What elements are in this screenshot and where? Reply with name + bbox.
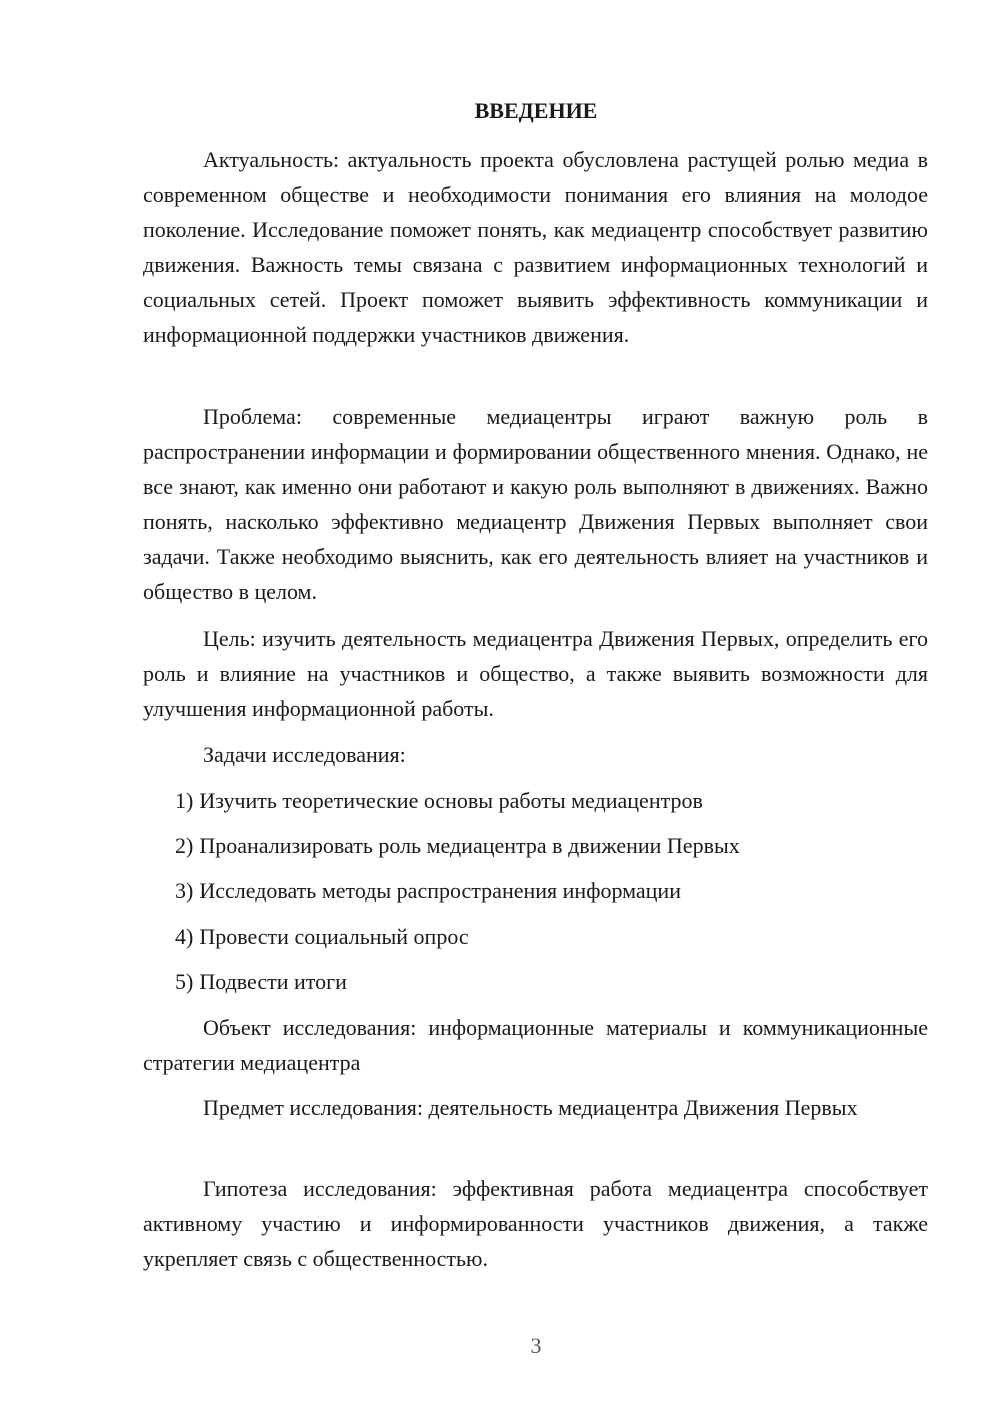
task-text: Провести социальный опрос — [199, 924, 469, 949]
hypothesis-paragraph: Гипотеза исследования: эффективная работа медиацентра способствует активному участию и информированности участников движения, а также укрепляет связь с общественностью. — [143, 1176, 928, 1271]
page-title: ВВЕДЕНИЕ — [474, 98, 598, 123]
task-number: 4) — [175, 924, 194, 949]
task-text: Изучить теоретические основы работы медиацентров — [199, 788, 703, 813]
task-text: Проанализировать роль медиацентра в движении Первых — [199, 833, 740, 858]
task-number: 2) — [175, 833, 194, 858]
task-item — [175, 783, 925, 818]
task-item — [175, 964, 925, 999]
task-item — [175, 873, 925, 908]
task-number: 1) — [175, 788, 194, 813]
tasks-heading: Задачи исследования: — [203, 742, 406, 767]
object-paragraph: Объект исследования: информационные материалы и коммуникационные стратегии медиацентра — [143, 1015, 928, 1075]
task-item — [175, 828, 925, 863]
subject-paragraph: Предмет исследования: деятельность медиацентра Движения Первых — [203, 1095, 858, 1120]
problem-paragraph: Проблема: современные медиацентры играют важную роль в распространении информации и формировании общественного мнения. Однако, не все знают, как именно они работают и какую роль выполняют в движениях. Важно понять, насколько эффективно медиацентр Движения Первых выполняет свои задачи. Также необходимо выяснить, как его деятельность влияет на участников и общество в целом. — [143, 404, 928, 604]
task-number: 3) — [175, 878, 194, 903]
task-text: Подвести итоги — [199, 969, 347, 994]
page-number: 3 — [530, 1333, 542, 1358]
task-text: Исследовать методы распространения информации — [199, 878, 681, 903]
goal-paragraph: Цель: изучить деятельность медиацентра Движения Первых, определить его роль и влияние на участников и общество, а также выявить возможности для улучшения информационной работы. — [143, 626, 928, 721]
task-number: 5) — [175, 969, 194, 994]
relevance-paragraph: Актуальность: актуальность проекта обусловлена растущей ролью медиа в современном обществе и необходимости понимания его влияния на молодое поколение. Исследование поможет понять, как медиацентр способствует развитию движения. Важность темы связана с развитием информационных технологий и социальных сетей. Проект поможет выявить эффективность коммуникации и информационной поддержки участников движения. — [143, 147, 928, 347]
task-item — [175, 919, 925, 954]
